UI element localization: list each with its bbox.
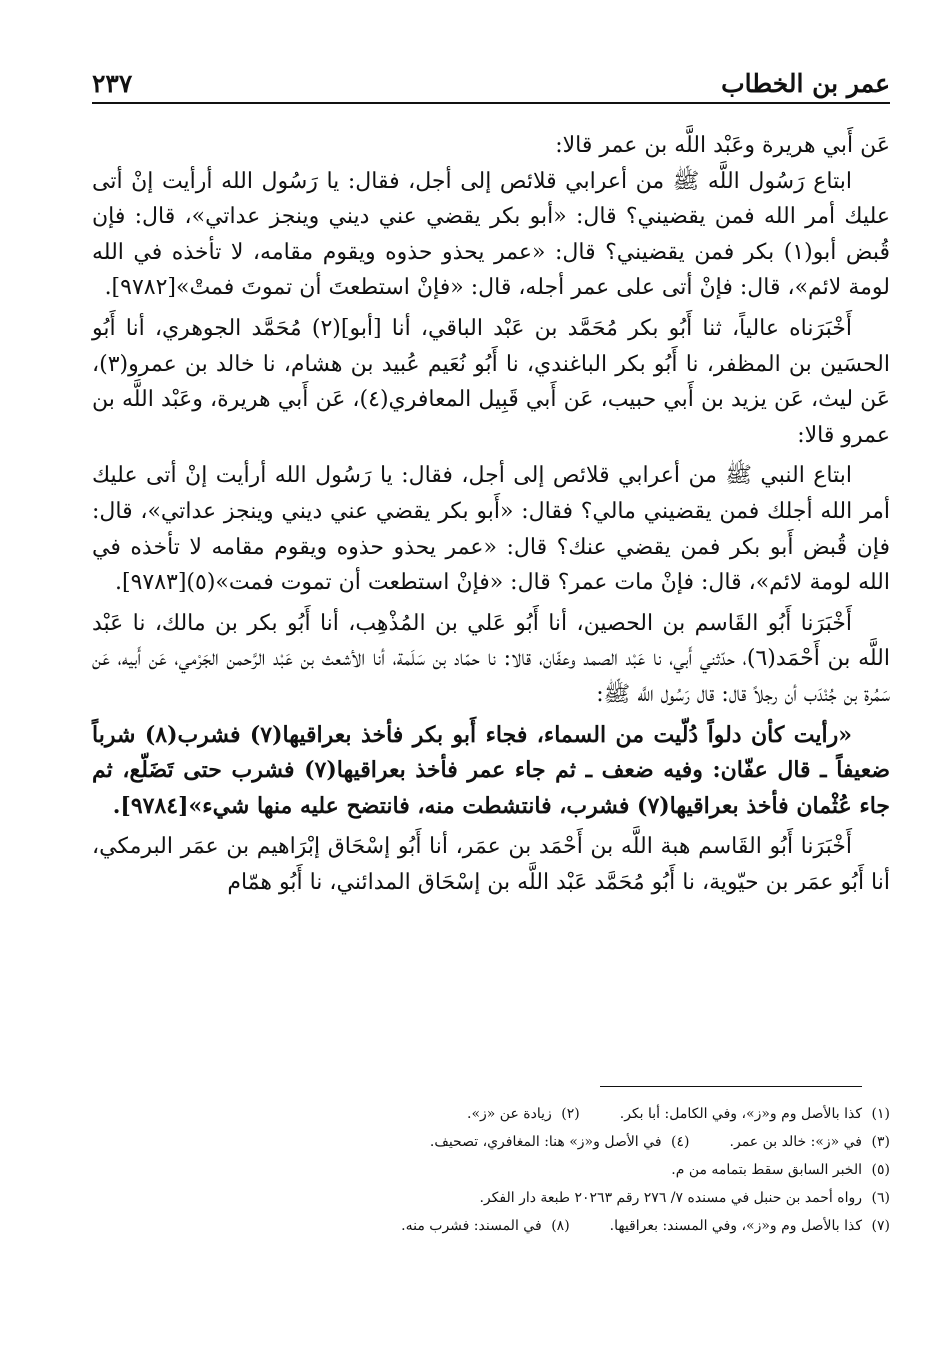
header-divider xyxy=(92,102,890,104)
footnote: (١)كذا بالأصل وم و«ز»، وفي الكامل: أبا بكر. xyxy=(619,1106,890,1122)
paragraph: أَخْبَرَنا أَبُو القَاسم هبة اللَّه بن أَحْمَد بن عمَر، أنا أَبُو إسْحَاق إبْرَاهيم بن عمَر البرمكي، أنا أَبُو عمَر بن حيّوية، نا أَبُو مُحَمَّد عَبْد اللَّه بن إسْحَاق المدائني، نا أَبُو همّام xyxy=(92,834,890,895)
page-number: ٢٣٧ xyxy=(92,69,133,98)
footnote: (٥)الخبر السابق سقط بتمامه من م. xyxy=(671,1162,890,1178)
paragraph: أَخْبَرَنا أَبُو القَاسم بن الحصين، أنا أَبُو عَلي بن المُذْهِب، أنا أَبُو بكر بن مالك، نا عَبْد اللَّه بن أَحْمَد(٦)، حدّثني أَبي، نا عَبْد الصمد وعفّان، قالا: نا حمّاد بن سَلَمة، أنا الأشعث بن عَبْد الرَّحمن الجَرْمي، عَن أَبيه، عَن سَمُرة بن جُنْدَب أن رجلاً قال: قال رَسُول اللَّه ﷺ: xyxy=(92,610,890,707)
paragraph: عَن أَبي هريرة وعَبْد اللَّه بن عمر قالا: xyxy=(555,133,890,158)
running-header xyxy=(92,58,890,98)
footnote: (٣)في «ز»: خالد بن عمر. xyxy=(729,1134,890,1150)
footnote-row xyxy=(92,1128,890,1156)
footnote-row xyxy=(92,1184,890,1212)
footnote: (٦)رواه أحمد بن حنبل في مسنده ٧/ ٢٧٦ رقم ٢٠٢٦٣ طبعة دار الفكر. xyxy=(479,1190,890,1206)
paragraph: ابتاع رَسُول اللَّه ﷺ من أعرابي قلائص إلى أجل، فقال: يا رَسُول الله أرأيت إنْ أتى عليك أمر الله فمن يقضيني؟ قال: «أبو بكر يقضي عني ديني وينجز عداتي»، قال: فإن قُبض أبو(١) بكر فمن يقضيني؟ قال: «عمر يحذو حذوه ويقوم مقامه، لا تأخذه في الله لومة لائم»، قال: فإنْ أتى على عمر أجله، قال: «فإنْ استطعتَ أن تموتَ فمتْ»[٩٧٨٢]. xyxy=(92,168,890,301)
main-text xyxy=(92,128,890,900)
footnote: (٤)في الأصل و«ز» هنا: المغافري، تصحيف. xyxy=(429,1134,690,1150)
footnote-row xyxy=(92,1100,890,1128)
footnote-row xyxy=(92,1212,890,1240)
footnotes xyxy=(92,1100,890,1240)
footnote: (٢)زيادة عن «ز». xyxy=(467,1106,580,1122)
footnote: (٧)كذا بالأصل وم و«ز»، وفي المسند: بعراقيها. xyxy=(609,1218,890,1234)
hadith-quote: «رأيت كأن دلواً دُلّيت من السماء، فجاء أَبو بكر فأخذ بعراقيها(٧) فشرب(٨) شرباً ضعيفاً ـ قال عفّان: وفيه ضعف ـ ثم جاء عمر فأخذ بعراقيها(٧) فشرب حتى تَضَلّع، ثم جاء عُثْمان فأخذ بعراقيها(٧) فشرب، فانتشطت منه، فانتضح عليه منها شيء»[٩٧٨٤]. xyxy=(92,721,890,819)
footnote-divider xyxy=(600,1086,862,1087)
footnote: (٨)في المسند: فشرب منه. xyxy=(401,1218,570,1234)
paragraph: ابتاع النبي ﷺ من أعرابي قلائص إلى أجل، فقال: يا رَسُول الله أرأيت إنْ أتى عليك أمر الله أجلك فمن يقضيني مالي؟ فقال: «أَبو بكر يقضي عني ديني وينجز عداتي»، قال: فإن قُبض أَبو بكر فمن يقضي عنك؟ قال: «عمر يحذو حذوه ويقوم مقامه لا تأخذه في الله لومة لائم»، قال: فإنْ مات عمر؟ قال: «فإنْ استطعت أن تموت فمت»(٥)[٩٧٨٣]. xyxy=(92,463,890,596)
footnote-row xyxy=(92,1156,890,1184)
paragraph: أَخْبَرَناه عالياً، ثنا أَبُو بكر مُحَمَّد بن عَبْد الباقي، أنا [أبو](٢) مُحَمَّد الجوهري، أنا أَبُو الحسَين بن المظفر، نا أَبُو بكر الباغندي، نا أَبُو نُعَيم عُبيد بن هشام، نا خالد بن عمرو(٣)، عَن ليث، عَن يزيد بن أَبي حبيب، عَن أَبي قَبِيل المعافري(٤)، عَن أَبي هريرة، وعَبْد اللَّه بن عمرو قالا: xyxy=(92,315,891,448)
header-title: عمر بن الخطاب xyxy=(721,69,890,98)
